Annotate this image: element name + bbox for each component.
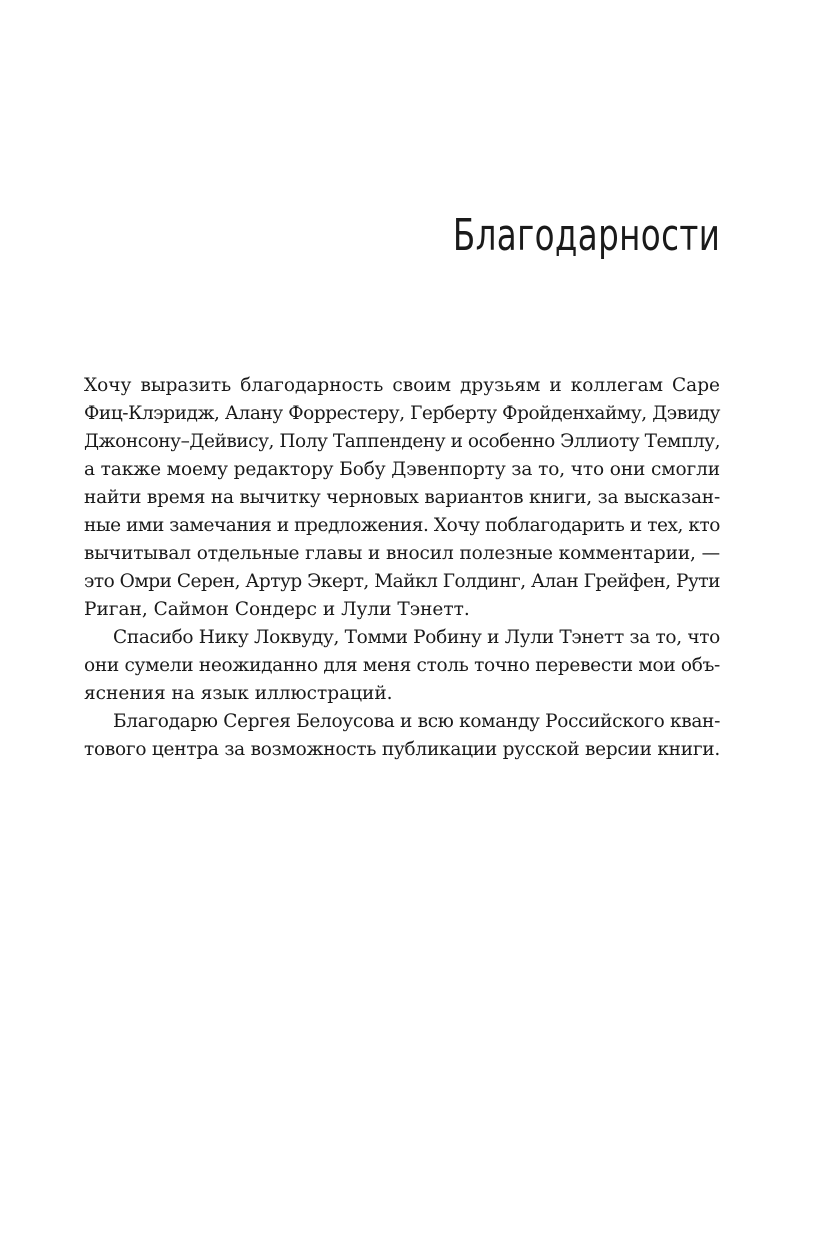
text-line: Хочу выразить благодарность своим друзьям и коллегам Саре (84, 375, 720, 396)
text-line: Фиц-Клэридж, Алану Форрестеру, Герберту Фройденхайму, Дэвиду (84, 403, 720, 424)
chapter-title: Благодарности (452, 210, 720, 261)
paragraph-2 (84, 624, 720, 708)
text-line: Спасибо Нику Локвуду, Томми Робину и Лули Тэнетт за то, что (113, 627, 720, 648)
text-line: тового центра за возможность публикации русской версии книги. (84, 739, 720, 760)
text-line: яснения на язык иллюстраций. (84, 683, 393, 704)
text-line: найти время на вычитку черновых вариантов книги, за высказан- (84, 487, 720, 508)
paragraph-3 (84, 708, 720, 764)
text-line: Джонсону–Дейвису, Полу Таппендену и особенно Эллиоту Темплу, (84, 431, 720, 452)
text-line: ные ими замечания и предложения. Хочу поблагодарить и тех, кто (84, 515, 720, 536)
text-line: Риган, Саймон Сондерс и Лули Тэнетт. (84, 599, 470, 620)
text-line: это Омри Серен, Артур Экерт, Майкл Голдинг, Алан Грейфен, Рути (84, 571, 720, 592)
text-line: вычитывал отдельные главы и вносил полезные комментарии, — (84, 543, 720, 564)
text-line: Благодарю Сергея Белоусова и всю команду Российского кван- (113, 711, 720, 732)
text-line: они сумели неожиданно для меня столь точно перевести мои объ- (84, 655, 720, 676)
acknowledgements-text (84, 372, 720, 764)
text-line: а также моему редактору Бобу Дэвенпорту за то, что они смогли (84, 459, 720, 480)
paragraph-1 (84, 372, 720, 624)
